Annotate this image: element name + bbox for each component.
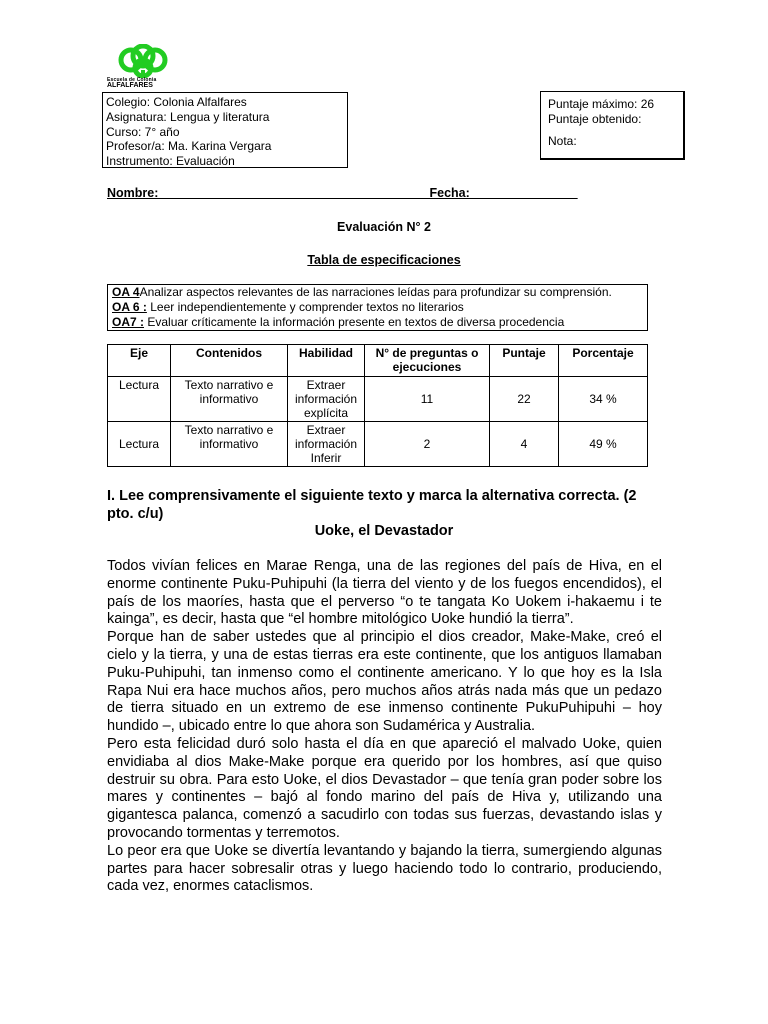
cell-porcentaje: 49 %	[559, 422, 648, 467]
header-preguntas: N° de preguntas o ejecuciones	[365, 345, 490, 377]
grade: Nota:	[548, 134, 577, 148]
story-paragraph: Porque han de saber ustedes que al principio el dios creador, Make-Make, creó el cielo y la tierra, y una de estas tierras era este continente, que los antiguos llamaban Puku-Puhipuhi, tan inmenso como el continente americano. Y lo que hoy es la Isla Rapa Nui era hace muchos años, pero muchos años atrás nada más que un pedazo de tierra situado en un extremo de ese inmenso continente PukuPuhipuhi – hoy hundido –, ubicado entre lo que ahora son Sudamérica y Australia.	[107, 629, 662, 735]
name-date-line[interactable]: Nombre: ______________________________________ Fecha: _______________	[107, 186, 578, 200]
story-paragraph: Lo peor era que Uoke se divertía levantando y bajando la tierra, sumergiendo algunas partes para hacer sobresalir otras y luego haciendo todo lo contrario, produciendo, cada vez, enormes cataclismos.	[107, 842, 662, 895]
story-paragraph: Todos vivían felices en Marae Renga, una de las regiones del país de Hiva, en el enorme continente Puku-Puhipuhi (la tierra del viento y de los fuegos encendidos), el país de los maoríes, hasta que el perverso “o te tangata Ko Uokem i-hakaemu i te kainga”, es decir, hasta que “el hombre mitológico Uoke hundió la tierra”.	[107, 558, 662, 628]
objective-code: OA 4	[112, 285, 140, 299]
instrumento-line: Instrumento: Evaluación	[106, 154, 235, 169]
header-puntaje: Puntaje	[490, 345, 559, 377]
cell-eje: Lectura	[108, 377, 171, 422]
table-header-row	[108, 345, 648, 377]
evaluation-title: Evaluación N° 2	[337, 220, 431, 234]
score-box	[540, 91, 685, 160]
objective-text: Evaluar críticamente la información presente en textos de diversa procedencia	[144, 315, 565, 329]
cell-habilidad: Extraer información Inferir	[288, 422, 365, 467]
objective-item	[112, 285, 647, 300]
profesor-line: Profesor/a: Ma. Karina Vergara	[106, 139, 272, 154]
school-info-box	[102, 92, 348, 168]
cell-puntaje: 22	[490, 377, 559, 422]
spec-table-title: Tabla de especificaciones	[307, 253, 461, 267]
header-eje: Eje	[108, 345, 171, 377]
objective-item	[112, 300, 647, 315]
obtained-score: Puntaje obtenido:	[548, 111, 642, 126]
header-contenidos: Contenidos	[171, 345, 288, 377]
max-score: Puntaje máximo: 26	[548, 97, 655, 111]
school-logo	[107, 44, 171, 92]
table-row	[108, 377, 648, 422]
table-row	[108, 422, 648, 467]
header-porcentaje: Porcentaje	[559, 345, 648, 377]
cell-porcentaje: 34 %	[559, 377, 648, 422]
curso-line: Curso: 7° año	[106, 124, 180, 139]
objective-text: Leer independientemente y comprender textos no literarios	[146, 300, 464, 314]
logo-caption: Escuela de Colonia	[107, 77, 157, 83]
objectives-box	[107, 284, 648, 331]
cell-contenidos: Texto narrativo e informativo	[171, 422, 288, 467]
specification-table	[107, 344, 648, 467]
objective-code: OA 6 :	[112, 300, 147, 314]
logo-name: ALFALFARES	[107, 82, 153, 89]
story-text	[107, 558, 662, 896]
asignatura-line: Asignatura: Lengua y literatura	[106, 109, 270, 124]
cell-preguntas: 11	[365, 377, 490, 422]
header-habilidad: Habilidad	[288, 345, 365, 377]
cell-puntaje: 4	[490, 422, 559, 467]
section-heading: I. Lee comprensivamente el siguiente texto y marca la alternativa correcta. (2 pto. c/u)	[107, 488, 637, 522]
objective-item	[112, 315, 647, 330]
story-title: Uoke, el Devastador	[314, 523, 454, 539]
cell-preguntas: 2	[365, 422, 490, 467]
cell-habilidad: Extraer información explícita	[288, 377, 365, 422]
story-paragraph: Pero esta felicidad duró solo hasta el día en que apareció el malvado Uoke, quien envidiaba al dios Make-Make porque era querido por los hombres, así que quiso destruir su obra. Para esto Uoke, el dios Devastador – que tenía gran poder sobre los mares y continentes – bajó al fondo marino del país de Hiva y, utilizando una gigantesca palanca, comenzó a sacudirlo con todas sus fuerzas, devastando islas y provocando tormentas y terremotos.	[107, 735, 662, 841]
cell-eje: Lectura	[108, 422, 171, 467]
leaf-logo-icon	[115, 44, 179, 78]
colegio-line: Colegio: Colonia Alfalfares	[106, 95, 247, 109]
cell-contenidos: Texto narrativo e informativo	[171, 377, 288, 422]
objective-code: OA7 :	[112, 315, 145, 329]
objective-text: Analizar aspectos relevantes de las narraciones leídas para profundizar su comprensión.	[139, 285, 612, 299]
